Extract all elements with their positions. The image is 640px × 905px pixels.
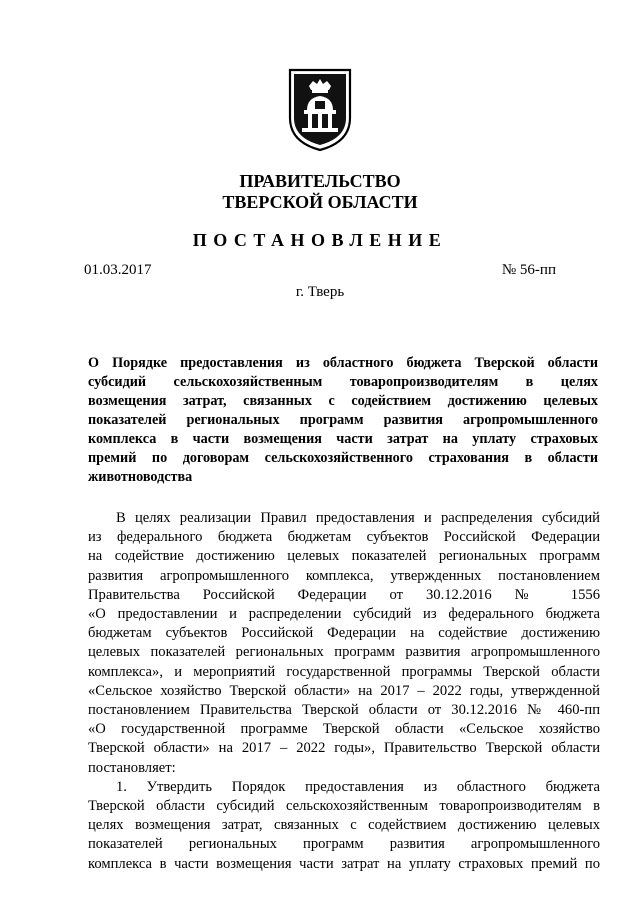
body-line: бюджетам субъектов Российской Федерации на содействие достижению (88, 625, 600, 642)
tver-coat-of-arms-icon (287, 68, 353, 152)
subject-line: животноводства (88, 469, 193, 485)
document-body (88, 509, 600, 874)
subject-line: субсидий сельскохозяйственным товаропроизводителям в целях (88, 374, 598, 390)
body-line: на содействие достижению целевых показателей региональных программ (88, 548, 600, 565)
document-date: 01.03.2017 (84, 262, 152, 278)
body-line: Правительства Российской Федерации от 30.12.2016 № 1556 (88, 586, 600, 603)
body-line: показателей региональных программ развития агропромышленного (88, 836, 600, 853)
body-line: «Сельское хозяйство Тверской области» на 2017 – 2022 годы, утвержденной (88, 682, 600, 699)
body-line: В целях реализации Правил предоставления и распределения субсидий (116, 510, 600, 526)
subject-line: возмещения затрат, связанных с содействием достижению целевых (88, 393, 598, 409)
body-line: «О предоставлении и распределении субсидий из федерального бюджета (88, 606, 600, 623)
body-line: «О государственной программе Тверской области «Сельское хозяйство (88, 721, 600, 738)
body-line: целевых показателей региональных программ развития агропромышленного (88, 644, 600, 661)
body-line: целях возмещения затрат, связанных с содействием достижению целевых (88, 817, 600, 834)
subject-line: премий по договорам сельскохозяйственного страхования в области (88, 450, 598, 466)
organization-region: ТВЕРСКОЙ ОБЛАСТИ (222, 192, 418, 212)
body-line: постановлением Правительства Тверской области от 30.12.2016 № 460-пп (88, 702, 600, 719)
document-type: ПОСТАНОВЛЕНИЕ (192, 230, 448, 250)
subject-line: комплекса в части возмещения части затрат на уплату страховых (88, 431, 598, 447)
subject-line: О Порядке предоставления из областного бюджета Тверской области (88, 355, 598, 371)
body-line: 1. Утвердить Порядок предоставления из областного бюджета (116, 778, 600, 795)
body-line: развития агропромышленного комплекса, утвержденных постановлением (88, 567, 600, 584)
document-number: № 56-пп (501, 262, 556, 278)
body-line: постановляет: (88, 759, 176, 776)
organization-name: ПРАВИТЕЛЬСТВО (239, 171, 401, 191)
body-line: комплекса в части возмещения части затрат на уплату страховых премий по (88, 855, 600, 872)
document-subject (88, 354, 598, 487)
document-city: г. Тверь (295, 284, 345, 300)
body-line: комплекса», и мероприятий государственной программы Тверской области (88, 663, 600, 680)
subject-line: показателей региональных программ развития агропромышленного (88, 412, 598, 428)
body-line: Тверской области субсидий сельскохозяйственным товаропроизводителям в (88, 798, 600, 815)
body-line: Тверской области» на 2017 – 2022 годы», Правительство Тверской области (88, 740, 600, 757)
body-line: из федерального бюджета бюджетам субъектов Российской Федерации (88, 529, 600, 546)
